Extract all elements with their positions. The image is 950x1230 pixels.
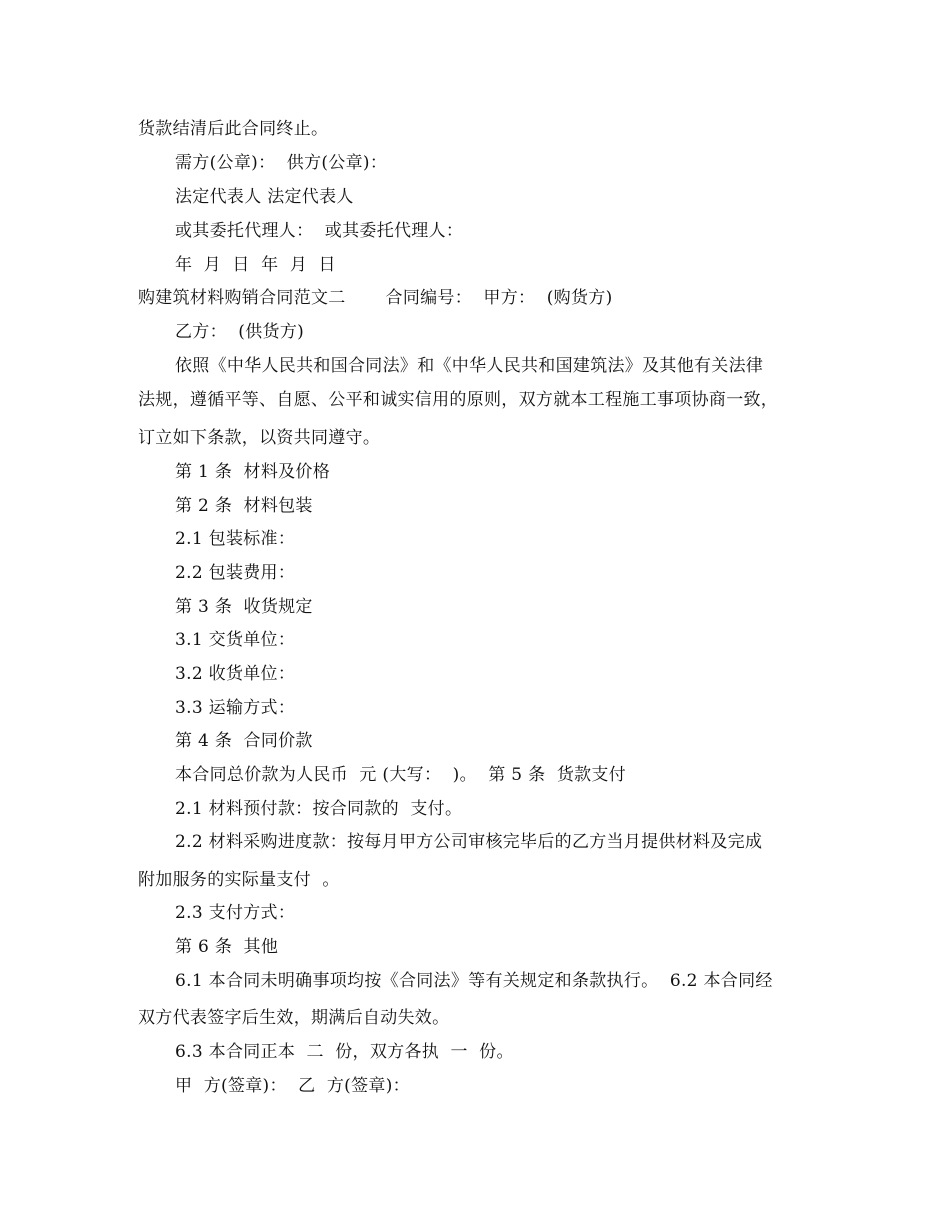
- text-line: 订立如下条款，以资共同遵守。: [138, 428, 381, 448]
- text-line: 附加服务的实际量支付 。: [138, 870, 340, 890]
- text-line: 法规，遵循平等、自愿、公平和诚实信用的原则，双方就本工程施工事项协商一致，: [138, 390, 779, 410]
- text-line: 3.3 运输方式：: [175, 698, 296, 718]
- text-line: 2.3 支付方式：: [175, 903, 296, 923]
- text-line: 第 1 条 材料及价格: [175, 462, 331, 482]
- text-line: 依照《中华人民共和国合同法》和《中华人民共和国建筑法》及其他有关法律: [175, 356, 764, 376]
- text-line: 6.1 本合同未明确事项均按《合同法》等有关规定和条款执行。 6.2 本合同经: [175, 971, 773, 991]
- text-line: 2.2 材料采购进度款：按每月甲方公司审核完毕后的乙方当月提供材料及完成: [175, 832, 763, 852]
- text-line: 3.1 交货单位：: [175, 630, 296, 650]
- text-line: 6.3 本合同正本 二 份，双方各执 一 份。: [175, 1042, 514, 1062]
- text-line: 购建筑材料购销合同范文二 合同编号： 甲方： (购货方): [138, 288, 613, 308]
- text-line: 乙方： (供货方): [175, 322, 305, 342]
- text-line: 货款结清后此合同终止。: [138, 119, 329, 139]
- text-line: 第 3 条 收货规定: [175, 597, 313, 617]
- text-line: 法定代表人 法定代表人: [175, 187, 354, 207]
- text-line: 2.2 包装费用：: [175, 563, 296, 583]
- text-line: 第 4 条 合同价款: [175, 731, 313, 751]
- text-line: 3.2 收货单位：: [175, 664, 296, 684]
- text-line: 2.1 材料预付款：按合同款的 支付。: [175, 799, 463, 819]
- text-line: 甲 方(签章)： 乙 方(签章)：: [175, 1076, 410, 1096]
- text-line: 双方代表签字后生效，期满后自动失效。: [138, 1008, 450, 1028]
- text-line: 第 6 条 其他: [175, 937, 279, 957]
- text-line: 本合同总价款为人民币 元 (大写： )。 第 5 条 货款支付: [175, 765, 627, 785]
- text-line: 需方(公章)： 供方(公章)：: [175, 153, 388, 173]
- text-line: 年 月 日 年 月 日: [175, 255, 336, 275]
- text-line: 第 2 条 材料包装: [175, 496, 313, 516]
- text-line: 或其委托代理人： 或其委托代理人：: [175, 221, 464, 241]
- text-line: 2.1 包装标准：: [175, 529, 296, 549]
